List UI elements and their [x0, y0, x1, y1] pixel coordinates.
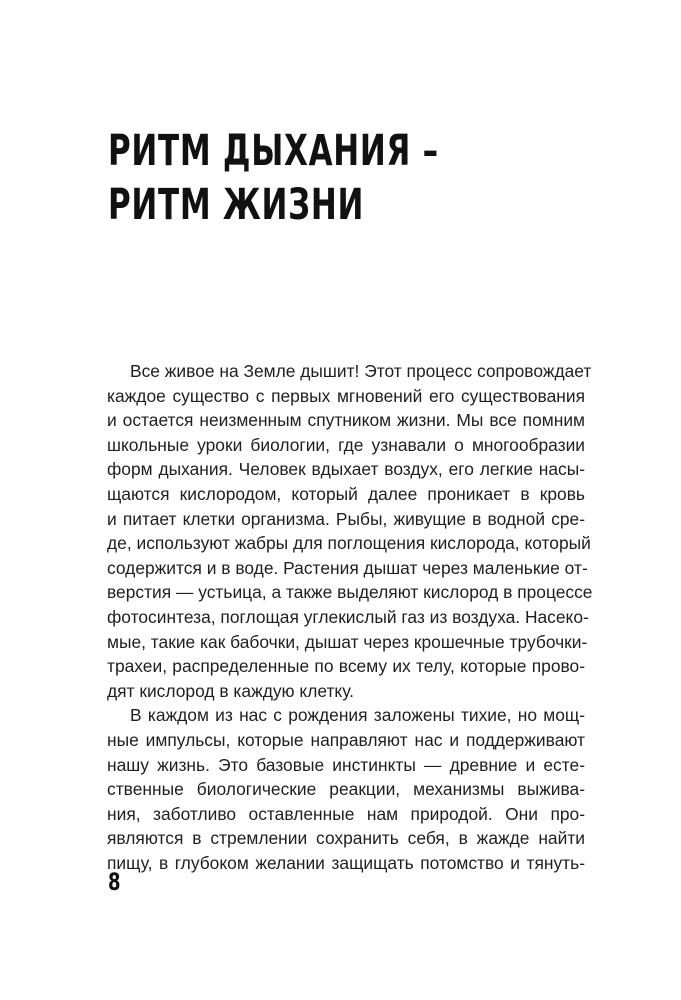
text-line: являются в стремлении сохранить себя, в жажде найти	[107, 828, 585, 849]
text-line: школьные уроки биологии, где узнавали о многообразии	[107, 434, 585, 455]
chapter-title-line: РИТМ ДЫХАНИЯ –	[108, 126, 439, 176]
page-number: 8	[108, 868, 121, 896]
text-line: мые, такие как бабочки, дышат через крошечные трубочки-	[107, 631, 588, 652]
chapter-title	[108, 124, 439, 232]
chapter-title-line: РИТМ ЖИЗНИ	[108, 180, 365, 230]
text-line: форм дыхания. Человек вдыхает воздух, его легкие насы-	[107, 459, 585, 480]
paragraph	[107, 703, 585, 875]
text-line: верстия — устьица, а также выделяют кислород в процессе	[107, 582, 593, 603]
body-text	[107, 359, 593, 875]
text-line: фотосинтеза, поглощая углекислый газ из воздуха. Насеко-	[107, 606, 589, 627]
text-line: содержится и в воде. Растения дышат через маленькие от-	[107, 557, 588, 578]
text-line: и питает клетки организма. Рыбы, живущие в водной сре-	[107, 508, 585, 529]
text-line: каждое существо с первых мгновений его существования	[107, 385, 585, 406]
text-line: де, используют жабры для поглощения кислорода, который	[107, 533, 591, 554]
text-line: ные импульсы, которые направляют нас и поддерживают	[107, 729, 585, 750]
text-line: В каждом из нас с рождения заложены тихие, но мощ-	[130, 705, 585, 726]
text-line: Все живое на Земле дышит! Этот процесс сопровождает	[130, 361, 592, 381]
text-line: щаются кислородом, который далее проникает в кровь	[107, 483, 585, 504]
text-line: нашу жизнь. Это базовые инстинкты — древние и есте-	[107, 754, 585, 775]
text-line: ственные биологические реакции, механизмы выжива-	[107, 779, 585, 800]
text-line: и остается неизменным спутником жизни. Мы все помним	[107, 410, 585, 431]
text-line: ния, заботливо оставленные нам природой. Они про-	[107, 803, 585, 824]
text-line: трахеи, распределенные по всему их телу, которые прово-	[107, 656, 585, 677]
text-line: пищу, в глубоком желании защищать потомство и тянуть-	[107, 852, 585, 873]
text-line: дят кислород в каждую клетку.	[107, 680, 355, 701]
paragraph	[107, 359, 593, 703]
